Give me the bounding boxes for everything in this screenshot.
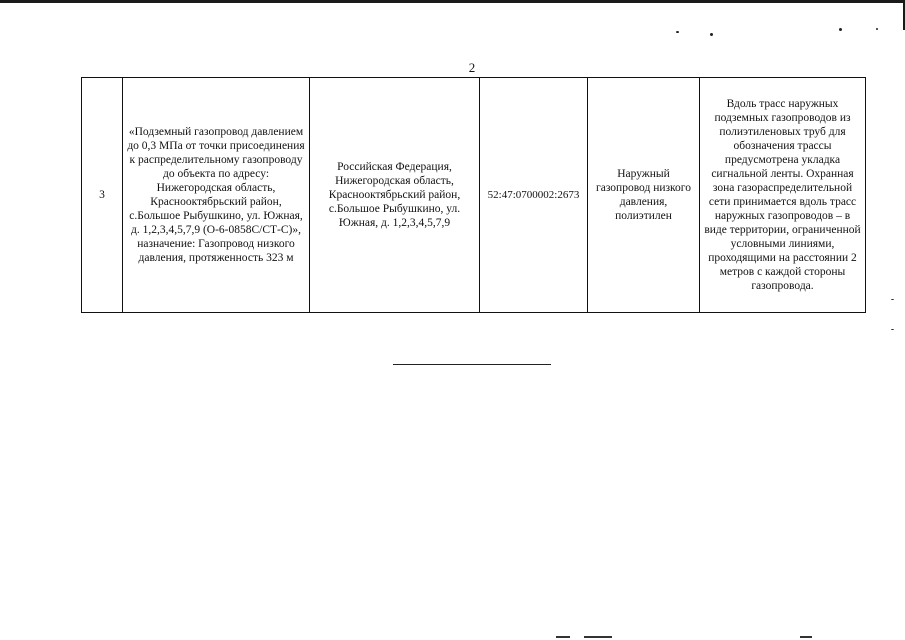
scan-speck bbox=[891, 299, 894, 300]
address-cell: Российская Федерация, Нижегородская область, Краснооктябрьский район, с.Большое Рыбушкино, ул. Южная, д. 1,2,3,4,5,7,9 bbox=[310, 78, 480, 313]
scan-artifact bbox=[584, 636, 612, 638]
page-number: 2 bbox=[468, 60, 476, 75]
register-table bbox=[81, 77, 866, 313]
cadastral-number-cell: 52:47:0700002:2673 bbox=[480, 78, 588, 313]
object-description-cell: «Подземный газопровод давлением до 0,3 МПа от точки присоединения к распределительному газопроводу до объекта по адресу: Нижегородская область, Краснооктябрьский район, с.Большое Рыбушкино, ул. Южная, д. 1,2,3,4,5,7,9 (О-6-0858С/СТ-С)», назначение: Газопровод низкого давления, протяженность 323 м bbox=[123, 78, 310, 313]
separator-line bbox=[393, 364, 551, 365]
protection-zone-note-cell: Вдоль трасс наружных подземных газопроводов из полиэтиленовых труб для обозначения трассы предусмотрена укладка сигнальной ленты. Охранная зона газораспределительной сети принимается вдоль трасс наружных газопроводов – в виде территории, ограниченной условными линиями, проходящими на расстоянии 2 метров с каждой стороны газопровода. bbox=[700, 78, 866, 313]
scan-speck bbox=[891, 329, 894, 330]
row-number-cell: 3 bbox=[82, 78, 123, 313]
scan-speck bbox=[876, 28, 878, 30]
scan-speck bbox=[676, 31, 679, 33]
scan-artifact bbox=[800, 636, 812, 638]
scan-border-top bbox=[0, 0, 905, 3]
table-row bbox=[82, 78, 866, 313]
scan-speck bbox=[710, 33, 713, 36]
object-type-cell: Наружный газопровод низкого давления, полиэтилен bbox=[588, 78, 700, 313]
scan-artifact bbox=[556, 636, 570, 638]
scan-speck bbox=[839, 28, 842, 31]
